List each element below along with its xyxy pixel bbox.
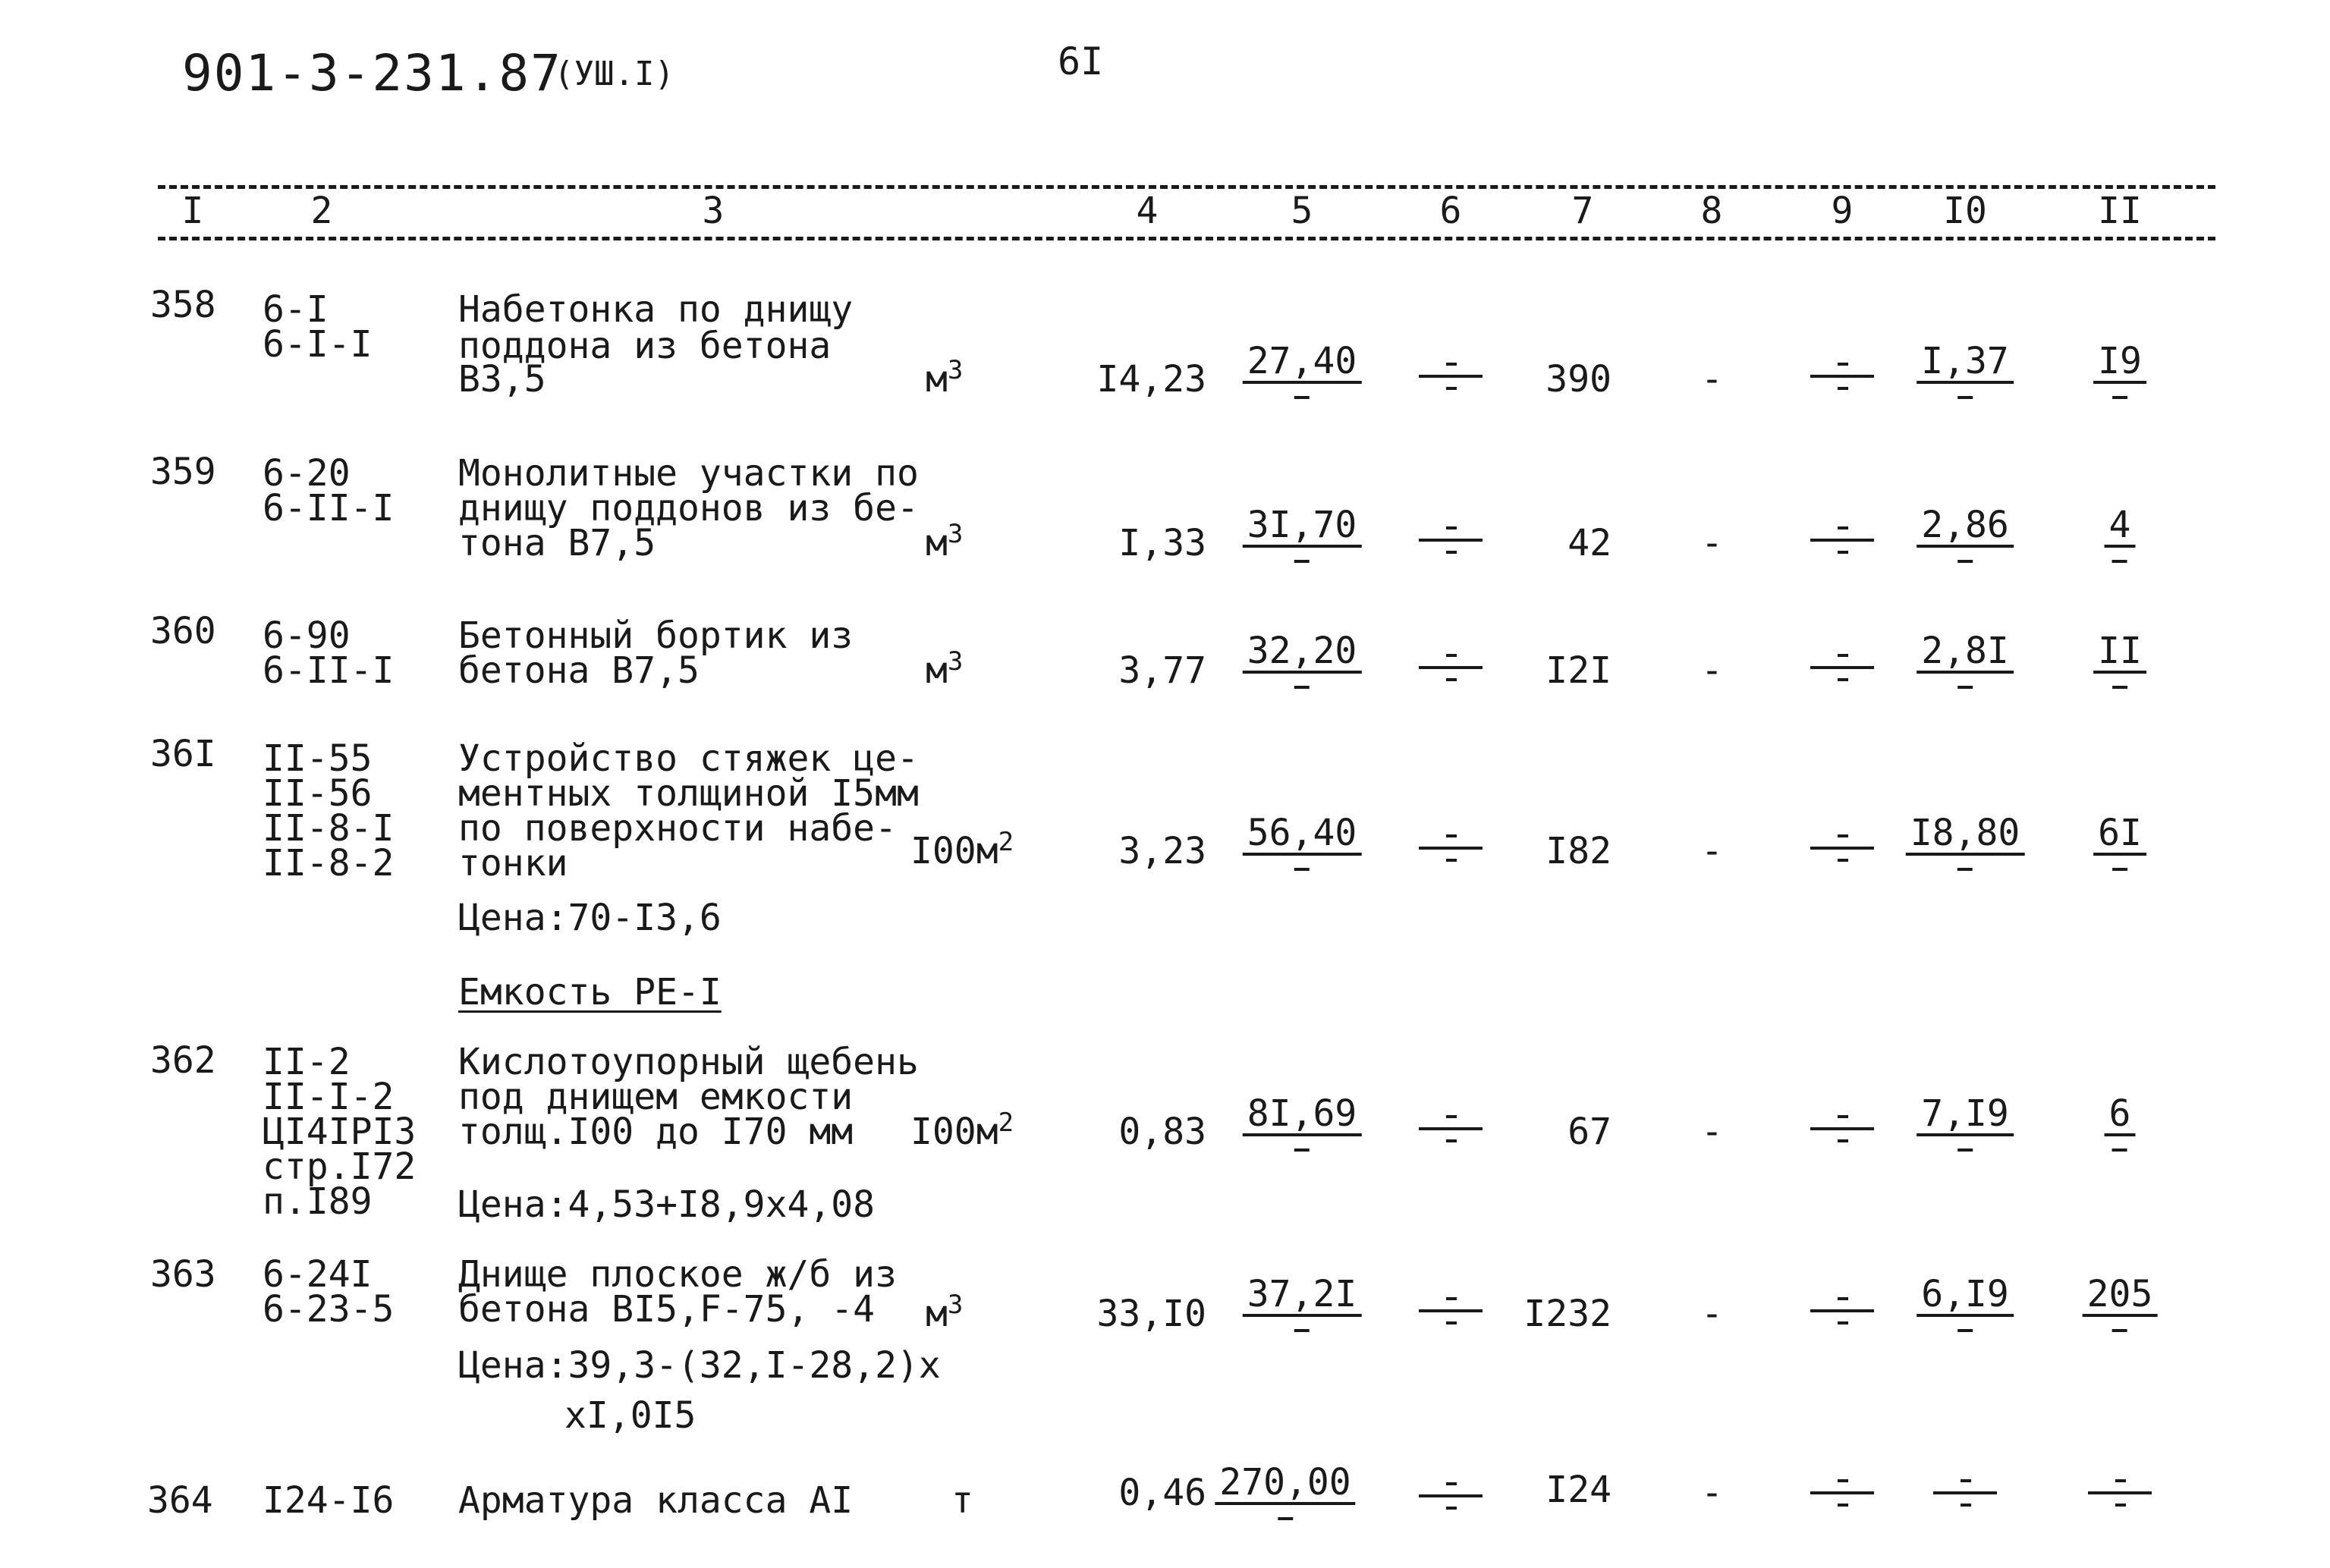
unit-price: 3I,70 [1243, 507, 1362, 570]
dash-fraction [1419, 1296, 1483, 1326]
labour-total: 205 [2083, 1276, 2158, 1340]
unit-price: 56,40 [1243, 815, 1362, 878]
work-description: Арматура класса AI [458, 1479, 854, 1522]
price-note: Цена:4,53+I8,9x4,08 [458, 1183, 876, 1226]
dash-fraction [1419, 525, 1483, 555]
dash-fraction [1419, 833, 1483, 863]
col-head-8: 8 [1700, 190, 1723, 232]
col8-dash: - [1701, 358, 1723, 401]
unit: $м^3$ [926, 519, 964, 564]
work-description: B3,5 [458, 358, 546, 401]
dash-fraction [1810, 1478, 1874, 1508]
dash-fraction [1810, 361, 1874, 391]
total-cost: I82 [1545, 830, 1612, 872]
labour-total: I9 [2093, 343, 2146, 407]
norm-code: 6-I [263, 288, 329, 331]
norm-code: II-56 [263, 772, 373, 815]
unit-price: 27,40 [1243, 343, 1362, 407]
work-description: поддона из бетона [458, 325, 832, 367]
labour-unit: 2,86 [1917, 507, 2014, 570]
unit-price: 37,2I [1243, 1276, 1362, 1340]
price-note: Цена:70-I3,6 [458, 897, 722, 939]
quantity: 0,46 [1118, 1472, 1206, 1514]
work-description: Бетонный бортик из [458, 614, 854, 657]
row-number: 363 [150, 1253, 216, 1296]
dash-fraction [1810, 525, 1874, 555]
quantity: 33,I0 [1096, 1293, 1206, 1335]
labour-total: 6I [2093, 815, 2146, 878]
dash-fraction [1810, 1114, 1874, 1144]
total-cost: 67 [1567, 1111, 1612, 1153]
norm-code: II-2 [263, 1041, 351, 1083]
dash-fraction [1419, 1481, 1483, 1511]
quantity: I,33 [1118, 522, 1206, 564]
unit: $I00м^2$ [910, 1108, 1014, 1153]
col8-dash: - [1701, 1111, 1723, 1153]
col-head-7: 7 [1571, 190, 1594, 232]
row-number: 359 [150, 451, 216, 493]
header-rule-bottom [158, 237, 2215, 240]
col-head-11: II [2098, 190, 2142, 232]
dash-fraction [2088, 1478, 2152, 1508]
labour-unit: I8,80 [1906, 815, 2025, 878]
total-cost: 42 [1567, 522, 1612, 564]
dash-fraction [1419, 652, 1483, 683]
col-head-9: 9 [1831, 190, 1854, 232]
col-head-5: 5 [1291, 190, 1313, 232]
col-head-3: 3 [702, 190, 725, 232]
row-number: 364 [147, 1479, 213, 1522]
work-description: под днищем емкости [458, 1076, 854, 1118]
col-head-4: 4 [1136, 190, 1159, 232]
norm-code: ЦI4IPI3 [263, 1111, 417, 1153]
row-number: 362 [150, 1039, 216, 1082]
col8-dash: - [1701, 649, 1723, 692]
norm-code: стр.I72 [263, 1145, 417, 1188]
norm-code: 6-90 [263, 614, 351, 657]
row-number: 358 [150, 284, 216, 326]
work-description: Монолитные участки по [458, 452, 919, 495]
norm-code: 6-II-I [263, 487, 395, 529]
work-description: Устройство стяжек це- [458, 737, 919, 780]
norm-code: II-8-I [263, 807, 395, 850]
norm-code: 6-24I [263, 1253, 373, 1296]
labour-unit: 7,I9 [1917, 1095, 2014, 1159]
header-rule-top [158, 185, 2215, 189]
norm-code: 6-23-5 [263, 1288, 395, 1331]
dash-fraction [1419, 1114, 1483, 1144]
unit-price: 8I,69 [1243, 1095, 1362, 1159]
col8-dash: - [1701, 1472, 1723, 1514]
volume-label: (УШ.I) [554, 55, 674, 93]
total-cost: I24 [1545, 1469, 1612, 1511]
work-description: бетона BI5,F-75, -4 [458, 1288, 876, 1331]
norm-code: 6-20 [263, 452, 351, 495]
norm-code: II-55 [263, 737, 373, 780]
labour-unit: I,37 [1917, 343, 2014, 407]
total-cost: 390 [1545, 358, 1612, 401]
col-head-2: 2 [310, 190, 333, 232]
document-code: 901-3-231.87 [182, 44, 562, 102]
col-head-10: I0 [1943, 190, 1987, 232]
work-description: Набетонка по днищу [458, 288, 854, 331]
work-description: тона B7,5 [458, 522, 656, 564]
total-cost: I2I [1545, 649, 1612, 692]
work-description: Днище плоское ж/б из [458, 1253, 897, 1296]
dash-fraction [1419, 361, 1483, 391]
col-head-1: I [181, 190, 204, 232]
dash-fraction [1933, 1478, 1997, 1508]
col-head-6: 6 [1439, 190, 1462, 232]
work-description: по поверхности набе- [458, 807, 897, 850]
dash-fraction [1810, 1296, 1874, 1326]
quantity: 3,77 [1118, 649, 1206, 692]
col8-dash: - [1701, 522, 1723, 564]
unit: $м^3$ [926, 646, 964, 692]
work-description: толщ.I00 до I70 мм [458, 1111, 854, 1153]
dash-fraction [1810, 652, 1874, 683]
quantity: 0,83 [1118, 1111, 1206, 1153]
work-description: Кислотоупорный щебень [458, 1041, 919, 1083]
norm-code: п.I89 [263, 1180, 373, 1223]
price-note: Цена:39,3-(32,I-28,2)x [458, 1344, 941, 1387]
unit: т [951, 1479, 973, 1522]
price-note: xI,0I5 [564, 1394, 696, 1437]
labour-total: 4 [2105, 507, 2136, 570]
labour-total: II [2093, 633, 2146, 696]
row-number: 36I [150, 733, 216, 775]
col8-dash: - [1701, 1293, 1723, 1335]
unit: $I00м^2$ [910, 827, 1014, 872]
row-number: 360 [150, 610, 216, 652]
work-description: днищу поддонов из бе- [458, 487, 919, 529]
norm-code: 6-II-I [263, 649, 395, 692]
work-description: ментных толщиной I5мм [458, 772, 919, 815]
labour-unit: 6,I9 [1917, 1276, 2014, 1340]
unit: $м^3$ [926, 355, 964, 401]
quantity: 3,23 [1118, 830, 1206, 872]
total-cost: I232 [1523, 1293, 1612, 1335]
page-number: 6I [1058, 39, 1104, 83]
labour-total: 6 [2105, 1095, 2136, 1159]
work-description: тонки [458, 842, 568, 885]
unit-price: 270,00 [1215, 1464, 1355, 1528]
unit: $м^3$ [926, 1290, 964, 1335]
unit-price: 32,20 [1243, 633, 1362, 696]
quantity: I4,23 [1096, 358, 1206, 401]
labour-unit: 2,8I [1917, 633, 2014, 696]
section-heading: Емкость PE-I [458, 971, 722, 1013]
norm-code: II-8-2 [263, 842, 395, 885]
norm-code: 6-I-I [263, 323, 373, 366]
dash-fraction [1810, 833, 1874, 863]
work-description: бетона B7,5 [458, 649, 700, 692]
norm-code: I24-I6 [263, 1479, 395, 1522]
col8-dash: - [1701, 830, 1723, 872]
norm-code: II-I-2 [263, 1076, 395, 1118]
